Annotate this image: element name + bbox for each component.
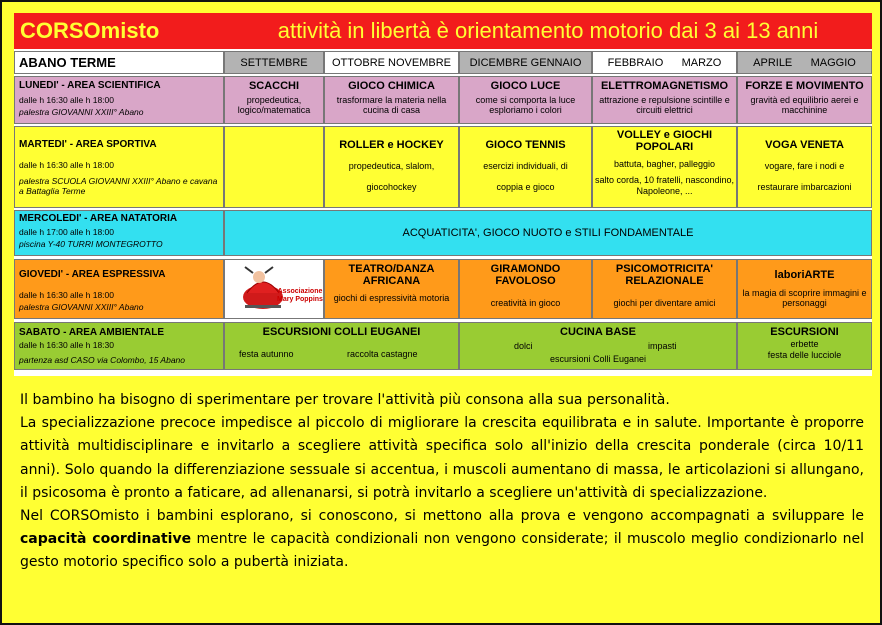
activity-name: VOLLEY e GIOCHI POPOLARI xyxy=(616,129,713,153)
thursday-activity-4 xyxy=(737,259,872,319)
paragraph-1: Il bambino ha bisogno di sperimentare per trovare l'attività più consona alla sua personalità. xyxy=(20,392,670,408)
tuesday-activity-1 xyxy=(324,126,459,208)
wednesday-info xyxy=(14,210,224,256)
activity-name: ELETTROMAGNETISMO xyxy=(600,80,729,92)
activity-desc: giochi di espressività motoria xyxy=(333,293,450,303)
saturday-escursioni xyxy=(737,322,872,370)
tuesday-time: dalle h 16:30 alle h 18:00 xyxy=(19,160,114,170)
activity-desc: come si comporta la luce esploriamo i colori xyxy=(475,95,576,115)
activity-desc: propedeutica, slalom, xyxy=(348,161,435,171)
brand-title: CORSOmisto xyxy=(14,13,224,49)
activity-desc: attrazione e repulsione scintille e circuiti elettrici xyxy=(599,95,730,115)
activity-desc: dolci xyxy=(514,341,533,351)
activity-desc: giochi per diventare amici xyxy=(613,298,716,308)
activity-name: GIOCO CHIMICA xyxy=(348,80,435,92)
activity-desc: raccolta castagne xyxy=(347,349,418,359)
saturday-cucina-base xyxy=(459,322,737,370)
month-header-2: OTTOBRE NOVEMBRE xyxy=(324,51,459,74)
tuesday-activity-3 xyxy=(592,126,737,208)
activity-desc: vogare, fare i nodi e xyxy=(764,161,845,171)
activity-desc: escursioni Colli Euganei xyxy=(549,354,647,364)
tuesday-september-empty xyxy=(224,126,324,208)
wednesday-title: MERCOLEDI' - AREA NATATORIA xyxy=(19,213,178,224)
activity-desc: erbette xyxy=(790,339,819,349)
wednesday-place: piscina Y-40 TURRI MONTEGROTTO xyxy=(19,239,163,249)
month-header-5: APRILE MAGGIO xyxy=(737,51,872,74)
monday-activity-1 xyxy=(224,76,324,124)
activity-desc: gravità ed equilibrio aerei e macchinine xyxy=(750,95,859,115)
activity-name: CUCINA BASE xyxy=(560,326,636,338)
monday-activity-5 xyxy=(737,76,872,124)
activity-desc: trasformare la materia nella cucina di casa xyxy=(336,95,447,115)
monday-activity-4 xyxy=(592,76,737,124)
schedule-table xyxy=(14,13,872,376)
activity-desc: festa autunno xyxy=(239,349,294,359)
activity-name: VOGA VENETA xyxy=(765,139,844,151)
tagline: attività in libertà è orientamento motorio dai 3 ai 13 anni xyxy=(224,13,872,49)
activity-desc: salto corda, 10 fratelli, nascondino, Napoleone, ... xyxy=(594,175,735,196)
location-label: ABANO TERME xyxy=(14,51,224,74)
mary-poppins-logo-cell xyxy=(224,259,324,319)
monday-activity-3 xyxy=(459,76,592,124)
paragraph-2: La specializzazione precoce impedisce al piccolo di migliorare la crescita equilibrata e in salute. Importante è proporre attività multidisciplinare e invitarlo a scegliere attività specifica solo all'inizio della crescita ponderale (circa 10/11 anni). Solo quando la differenziazione sessuale si accentua, i muscoli aumentano di massa, le articolazioni si allungano, il psicosoma è pronto a faticare, ad allenanarsi, si potrà invitarlo a scegliere un'attività di specializzazione. xyxy=(20,415,864,501)
activity-desc: creatività in gioco xyxy=(490,298,561,308)
paragraph-3 xyxy=(20,505,864,575)
month-header-1: SETTEMBRE xyxy=(224,51,324,74)
thursday-title: GIOVEDI' - AREA ESPRESSIVA xyxy=(19,269,166,280)
monday-place: palestra GIOVANNI XXIII° Abano xyxy=(19,107,144,117)
activity-name: GIRAMONDO FAVOLOSO xyxy=(490,263,561,287)
activity-desc: la magia di scoprire immagini e personaggi xyxy=(742,288,867,308)
thursday-activity-1 xyxy=(324,259,459,319)
tuesday-info xyxy=(14,126,224,208)
thursday-place: palestra GIOVANNI XXIII° Abano xyxy=(19,302,144,312)
monday-activity-2 xyxy=(324,76,459,124)
activity-desc: impasti xyxy=(648,341,677,351)
monday-title: LUNEDI' - AREA SCIENTIFICA xyxy=(19,80,161,91)
wednesday-time: dalle h 17:00 alle h 18:00 xyxy=(19,227,114,237)
thursday-info xyxy=(14,259,224,319)
monday-time: dalle h 16:30 alle h 18:00 xyxy=(19,95,114,105)
paragraph-3-part-b: mentre le capacità condizionali non vengono considerate; il muscolo meglio condizionarlo nel gesto motorio specifico solo a pubertà iniziata. xyxy=(20,531,864,571)
paragraph-3-part-a: Nel CORSOmisto i bambini esplorano, si conoscono, si mettono alla prova e vengono accompagnati a sviluppare le xyxy=(20,508,864,525)
activity-name: ESCURSIONI COLLI EUGANEI xyxy=(262,326,421,338)
saturday-info xyxy=(14,322,224,370)
activity-name: FORZE E MOVIMENTO xyxy=(745,80,864,92)
activity-name: PSICOMOTRICITA' RELAZIONALE xyxy=(615,263,714,287)
tuesday-place: palestra SCUOLA GIOVANNI XXIII° Abano e cavana a Battaglia Terme xyxy=(19,176,218,196)
tuesday-activity-2 xyxy=(459,126,592,208)
saturday-title: SABATO - AREA AMBIENTALE xyxy=(19,327,164,338)
monday-info xyxy=(14,76,224,124)
month-header-3: DICEMBRE GENNAIO xyxy=(459,51,592,74)
activity-name: ESCURSIONI xyxy=(770,326,839,338)
saturday-place: partenza asd CASO via Colombo, 15 Abano xyxy=(19,355,186,365)
coordinative-capacities-bold: capacità coordinative xyxy=(20,531,192,548)
activity-name: ROLLER e HOCKEY xyxy=(339,139,444,151)
activity-desc: coppia e gioco xyxy=(496,182,555,192)
activity-desc: esercizi individuali, di xyxy=(483,161,568,171)
activity-desc: giocohockey xyxy=(366,182,417,192)
month-header-4: FEBBRAIO MARZO xyxy=(592,51,737,74)
mary-poppins-logo-text: Associazione Mary Poppins xyxy=(277,288,323,303)
saturday-time: dalle h 16:30 alle h 18:30 xyxy=(19,340,114,350)
activity-name: GIOCO LUCE xyxy=(490,80,561,92)
thursday-activity-2 xyxy=(459,259,592,319)
body-text xyxy=(20,389,864,575)
wednesday-activity: ACQUATICITA', GIOCO NUOTO e STILI FONDAMENTALE xyxy=(224,210,872,256)
activity-name: SCACCHI xyxy=(248,80,300,92)
thursday-time: dalle h 16:30 alle h 18:00 xyxy=(19,290,114,300)
activity-name: GIOCO TENNIS xyxy=(485,139,566,151)
thursday-activity-3 xyxy=(592,259,737,319)
activity-name: TEATRO/DANZA AFRICANA xyxy=(348,263,435,287)
activity-desc: propedeutica, logico/matematica xyxy=(237,95,311,115)
saturday-excursions-colli xyxy=(224,322,459,370)
activity-desc: battuta, bagher, palleggio xyxy=(613,159,716,169)
tuesday-activity-4 xyxy=(737,126,872,208)
tuesday-title: MARTEDI' - AREA SPORTIVA xyxy=(19,139,157,150)
activity-desc: festa delle lucciole xyxy=(767,350,842,360)
activity-desc: restaurare imbarcazioni xyxy=(757,182,852,192)
activity-name: laboriARTE xyxy=(774,269,835,281)
